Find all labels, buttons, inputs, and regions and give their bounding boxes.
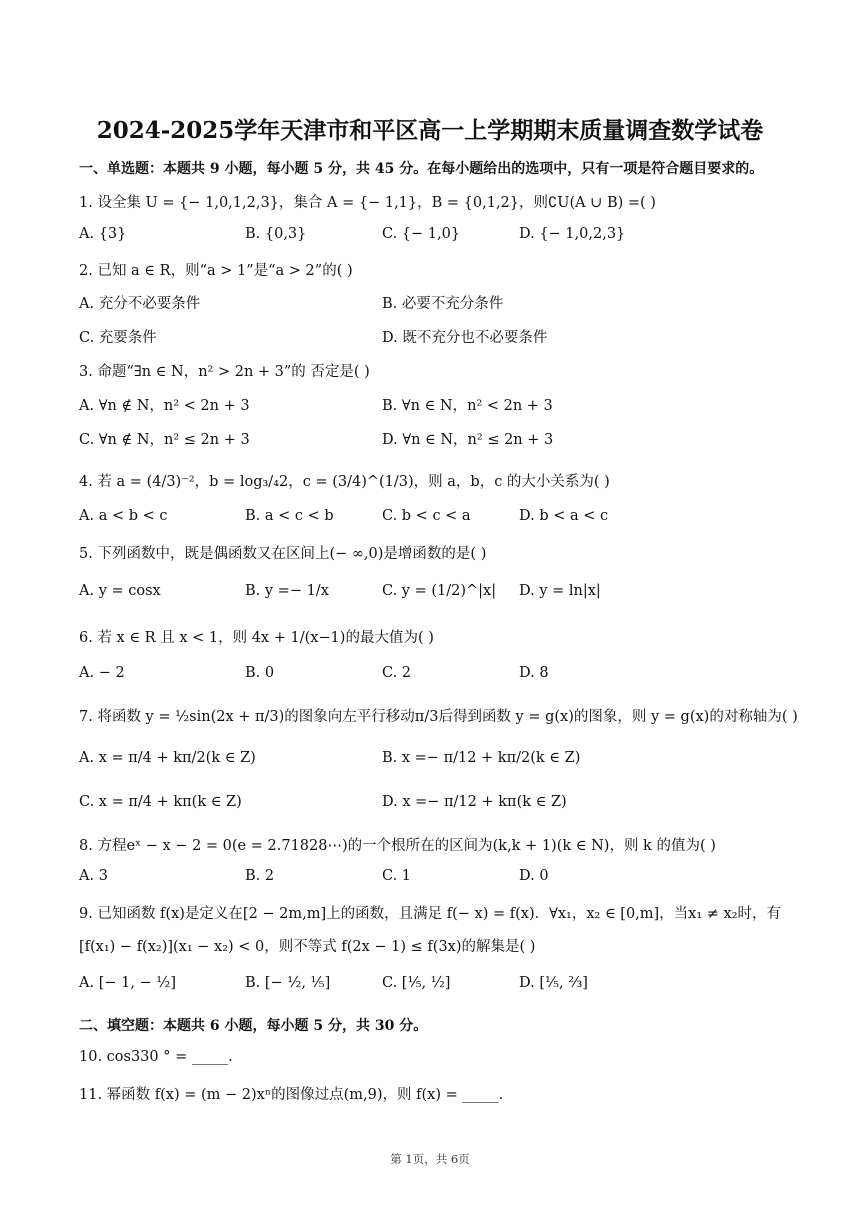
question-6-option-c: C. 2 <box>382 665 412 681</box>
question-1-option-b: B. {0,3} <box>245 226 307 242</box>
question-7-option-c: C. x = π/4 + kπ(k ∈ Z) <box>79 794 242 810</box>
question-2-option-a: A. 充分不必要条件 <box>79 296 201 312</box>
question-8-stem: 8. 方程eˣ − x − 2 = 0(e = 2.71828⋯)的一个根所在的区间为(k,k + 1)(k ∈ N)，则 k 的值为( ) <box>79 838 716 854</box>
question-3-option-a: A. ∀n ∉ N，n² < 2n + 3 <box>79 398 250 414</box>
page-title: 2024-2025学年天津市和平区高一上学期期末质量调查数学试卷 <box>96 117 764 144</box>
question-10-stem: 10. cos330 ° = _____. <box>79 1049 233 1065</box>
question-8-option-c: C. 1 <box>382 868 412 884</box>
question-1-option-c: C. {− 1,0} <box>382 226 461 242</box>
question-6-option-a: A. − 2 <box>79 665 125 681</box>
question-4-option-b: B. a < c < b <box>245 508 334 524</box>
question-9-stem: 9. 已知函数 f(x)是定义在[2 − 2m,m]上的函数，且满足 f(− x) = f(x)．∀x₁，x₂ ∈ [0,m]，当x₁ ≠ x₂时，有 <box>79 906 782 922</box>
question-9-option-a: A. [− 1, − ½] <box>79 975 177 991</box>
question-2-stem: 2. 已知 a ∈ R，则“a > 1”是“a > 2”的( ) <box>79 263 353 279</box>
question-9-option-d: D. [⅕, ⅔] <box>519 975 588 991</box>
question-5-option-a: A. y = cosx <box>79 583 161 599</box>
question-7-stem: 7. 将函数 y = ½sin(2x + π/3)的图象向左平行移动π/3后得到函数 y = g(x)的图象，则 y = g(x)的对称轴为( ) <box>79 709 798 725</box>
question-8-option-a: A. 3 <box>79 868 108 884</box>
question-4-option-d: D. b < a < c <box>519 508 609 524</box>
question-3-option-c: C. ∀n ∉ N，n² ≤ 2n + 3 <box>79 432 250 448</box>
question-7-option-a: A. x = π/4 + kπ/2(k ∈ Z) <box>79 750 256 766</box>
question-7-option-b: B. x =− π/12 + kπ/2(k ∈ Z) <box>382 750 581 766</box>
question-5-option-b: B. y =− 1/x <box>245 583 329 599</box>
question-3-option-b: B. ∀n ∈ N，n² < 2n + 3 <box>382 398 553 414</box>
question-6-stem: 6. 若 x ∈ R 且 x < 1，则 4x + 1/(x−1)的最大值为( ) <box>79 630 434 646</box>
question-2-option-d: D. 既不充分也不必要条件 <box>382 330 548 346</box>
question-1-stem: 1. 设全集 U = {− 1,0,1,2,3}，集合 A = {− 1,1}，B = {0,1,2}，则∁U(A ∪ B) =( ) <box>79 195 656 211</box>
page-footer: 第 1页，共 6页 <box>390 1152 470 1166</box>
question-2-option-c: C. 充要条件 <box>79 330 157 346</box>
question-3-stem: 3. 命题“∃n ∈ N，n² > 2n + 3”的 否定是( ) <box>79 364 370 380</box>
question-7-option-d: D. x =− π/12 + kπ(k ∈ Z) <box>382 794 567 810</box>
question-1-option-a: A. {3} <box>79 226 127 242</box>
question-6-option-d: D. 8 <box>519 665 549 681</box>
question-4-stem: 4. 若 a = (4/3)⁻²，b = log₃/₄2，c = (3/4)^(1/3)，则 a，b，c 的大小关系为( ) <box>79 474 610 490</box>
question-9-option-b: B. [− ½, ⅕] <box>245 975 331 991</box>
question-4-option-c: C. b < c < a <box>382 508 471 524</box>
question-9-option-c: C. [⅕, ½] <box>382 975 451 991</box>
question-5-option-c: C. y = (1/2)^|x| <box>382 583 497 599</box>
question-1-option-d: D. {− 1,0,2,3} <box>519 226 626 242</box>
question-8-option-d: D. 0 <box>519 868 549 884</box>
question-5-stem: 5. 下列函数中，既是偶函数又在区间上(− ∞,0)是增函数的是( ) <box>79 546 487 562</box>
section-heading-fill-in: 二、填空题：本题共 6 小题，每小题 5 分，共 30 分。 <box>79 1018 428 1034</box>
question-9-stem-continued: [f(x₁) − f(x₂)](x₁ − x₂) < 0，则不等式 f(2x − 1) ≤ f(3x)的解集是( ) <box>79 939 536 955</box>
question-5-option-d: D. y = ln|x| <box>519 583 601 599</box>
section-heading-single-choice: 一、单选题：本题共 9 小题，每小题 5 分，共 45 分。在每小题给出的选项中，只有一项是符合题目要求的。 <box>79 161 764 177</box>
question-2-option-b: B. 必要不充分条件 <box>382 296 504 312</box>
question-3-option-d: D. ∀n ∈ N，n² ≤ 2n + 3 <box>382 432 554 448</box>
question-11-stem: 11. 幂函数 f(x) = (m − 2)xⁿ的图像过点(m,9)，则 f(x) = _____. <box>79 1087 504 1103</box>
question-6-option-b: B. 0 <box>245 665 275 681</box>
question-8-option-b: B. 2 <box>245 868 275 884</box>
question-4-option-a: A. a < b < c <box>79 508 168 524</box>
